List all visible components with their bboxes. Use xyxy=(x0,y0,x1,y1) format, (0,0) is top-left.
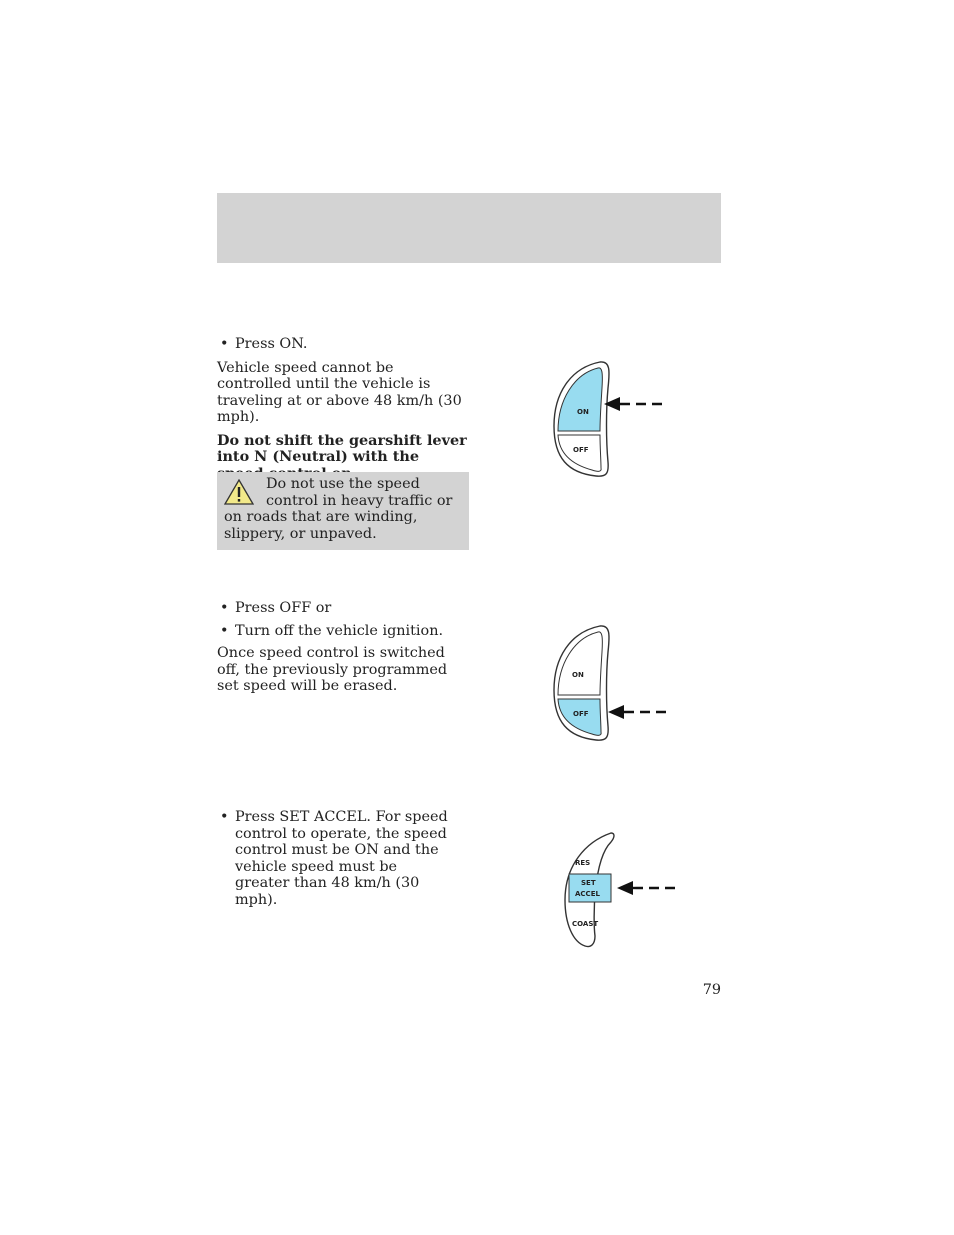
bullet-dot: • xyxy=(220,622,229,639)
bullet-text: Press SET ACCEL. For speed control to operate, the speed control must be ON and the vehicle speed must be greater than 48 km/h (30 mph). xyxy=(235,809,448,908)
section-off-text xyxy=(217,600,467,695)
bullet-text: Press ON. xyxy=(235,336,308,352)
warning-text-1: Do not use the speed control in heavy traffic or xyxy=(266,476,453,509)
figure-off-switch xyxy=(548,624,678,744)
off-label: OFF xyxy=(573,446,589,454)
figure-on-switch xyxy=(548,360,678,480)
erase-speed-paragraph: Once speed control is switched off, the previously programmed set speed will be erased. xyxy=(217,645,448,694)
coast-label: COAST xyxy=(572,920,599,928)
bullet-dot: • xyxy=(220,809,229,825)
warning-text-2: on roads that are winding, slippery, or unpaved. xyxy=(224,509,418,542)
figure-set-accel-switch xyxy=(555,830,685,950)
bullet-press-on xyxy=(217,336,467,353)
arrow-head-icon xyxy=(608,705,624,719)
bullet-dot: • xyxy=(220,600,229,616)
on-label: ON xyxy=(572,671,584,679)
header-band xyxy=(217,193,721,263)
bullet-press-set-accel xyxy=(217,809,452,908)
warning-box xyxy=(217,472,469,550)
on-label: ON xyxy=(577,408,589,416)
section-set-text xyxy=(217,809,452,908)
bullet-press-off xyxy=(217,600,467,617)
bullet-text: Turn off the vehicle ignition. xyxy=(235,622,444,639)
bullet-ignition-off xyxy=(217,623,467,640)
set-label: SET xyxy=(581,879,596,887)
warning-icon xyxy=(224,479,254,505)
speed-requirement-paragraph: Vehicle speed cannot be controlled until the vehicle is traveling at or above 48 km/h (30 mph). xyxy=(217,359,462,425)
section-on-text xyxy=(217,336,467,482)
res-label: RES xyxy=(575,859,591,867)
arrow-head-icon xyxy=(617,881,633,895)
bullet-text: Press OFF or xyxy=(235,600,332,616)
gearshift-caution: Do not shift the gearshift lever into N (Neutral) with the xyxy=(217,431,467,465)
page-number: 79 xyxy=(702,982,721,998)
off-label: OFF xyxy=(573,710,589,718)
accel-label: ACCEL xyxy=(575,890,600,898)
bullet-dot: • xyxy=(220,336,229,352)
